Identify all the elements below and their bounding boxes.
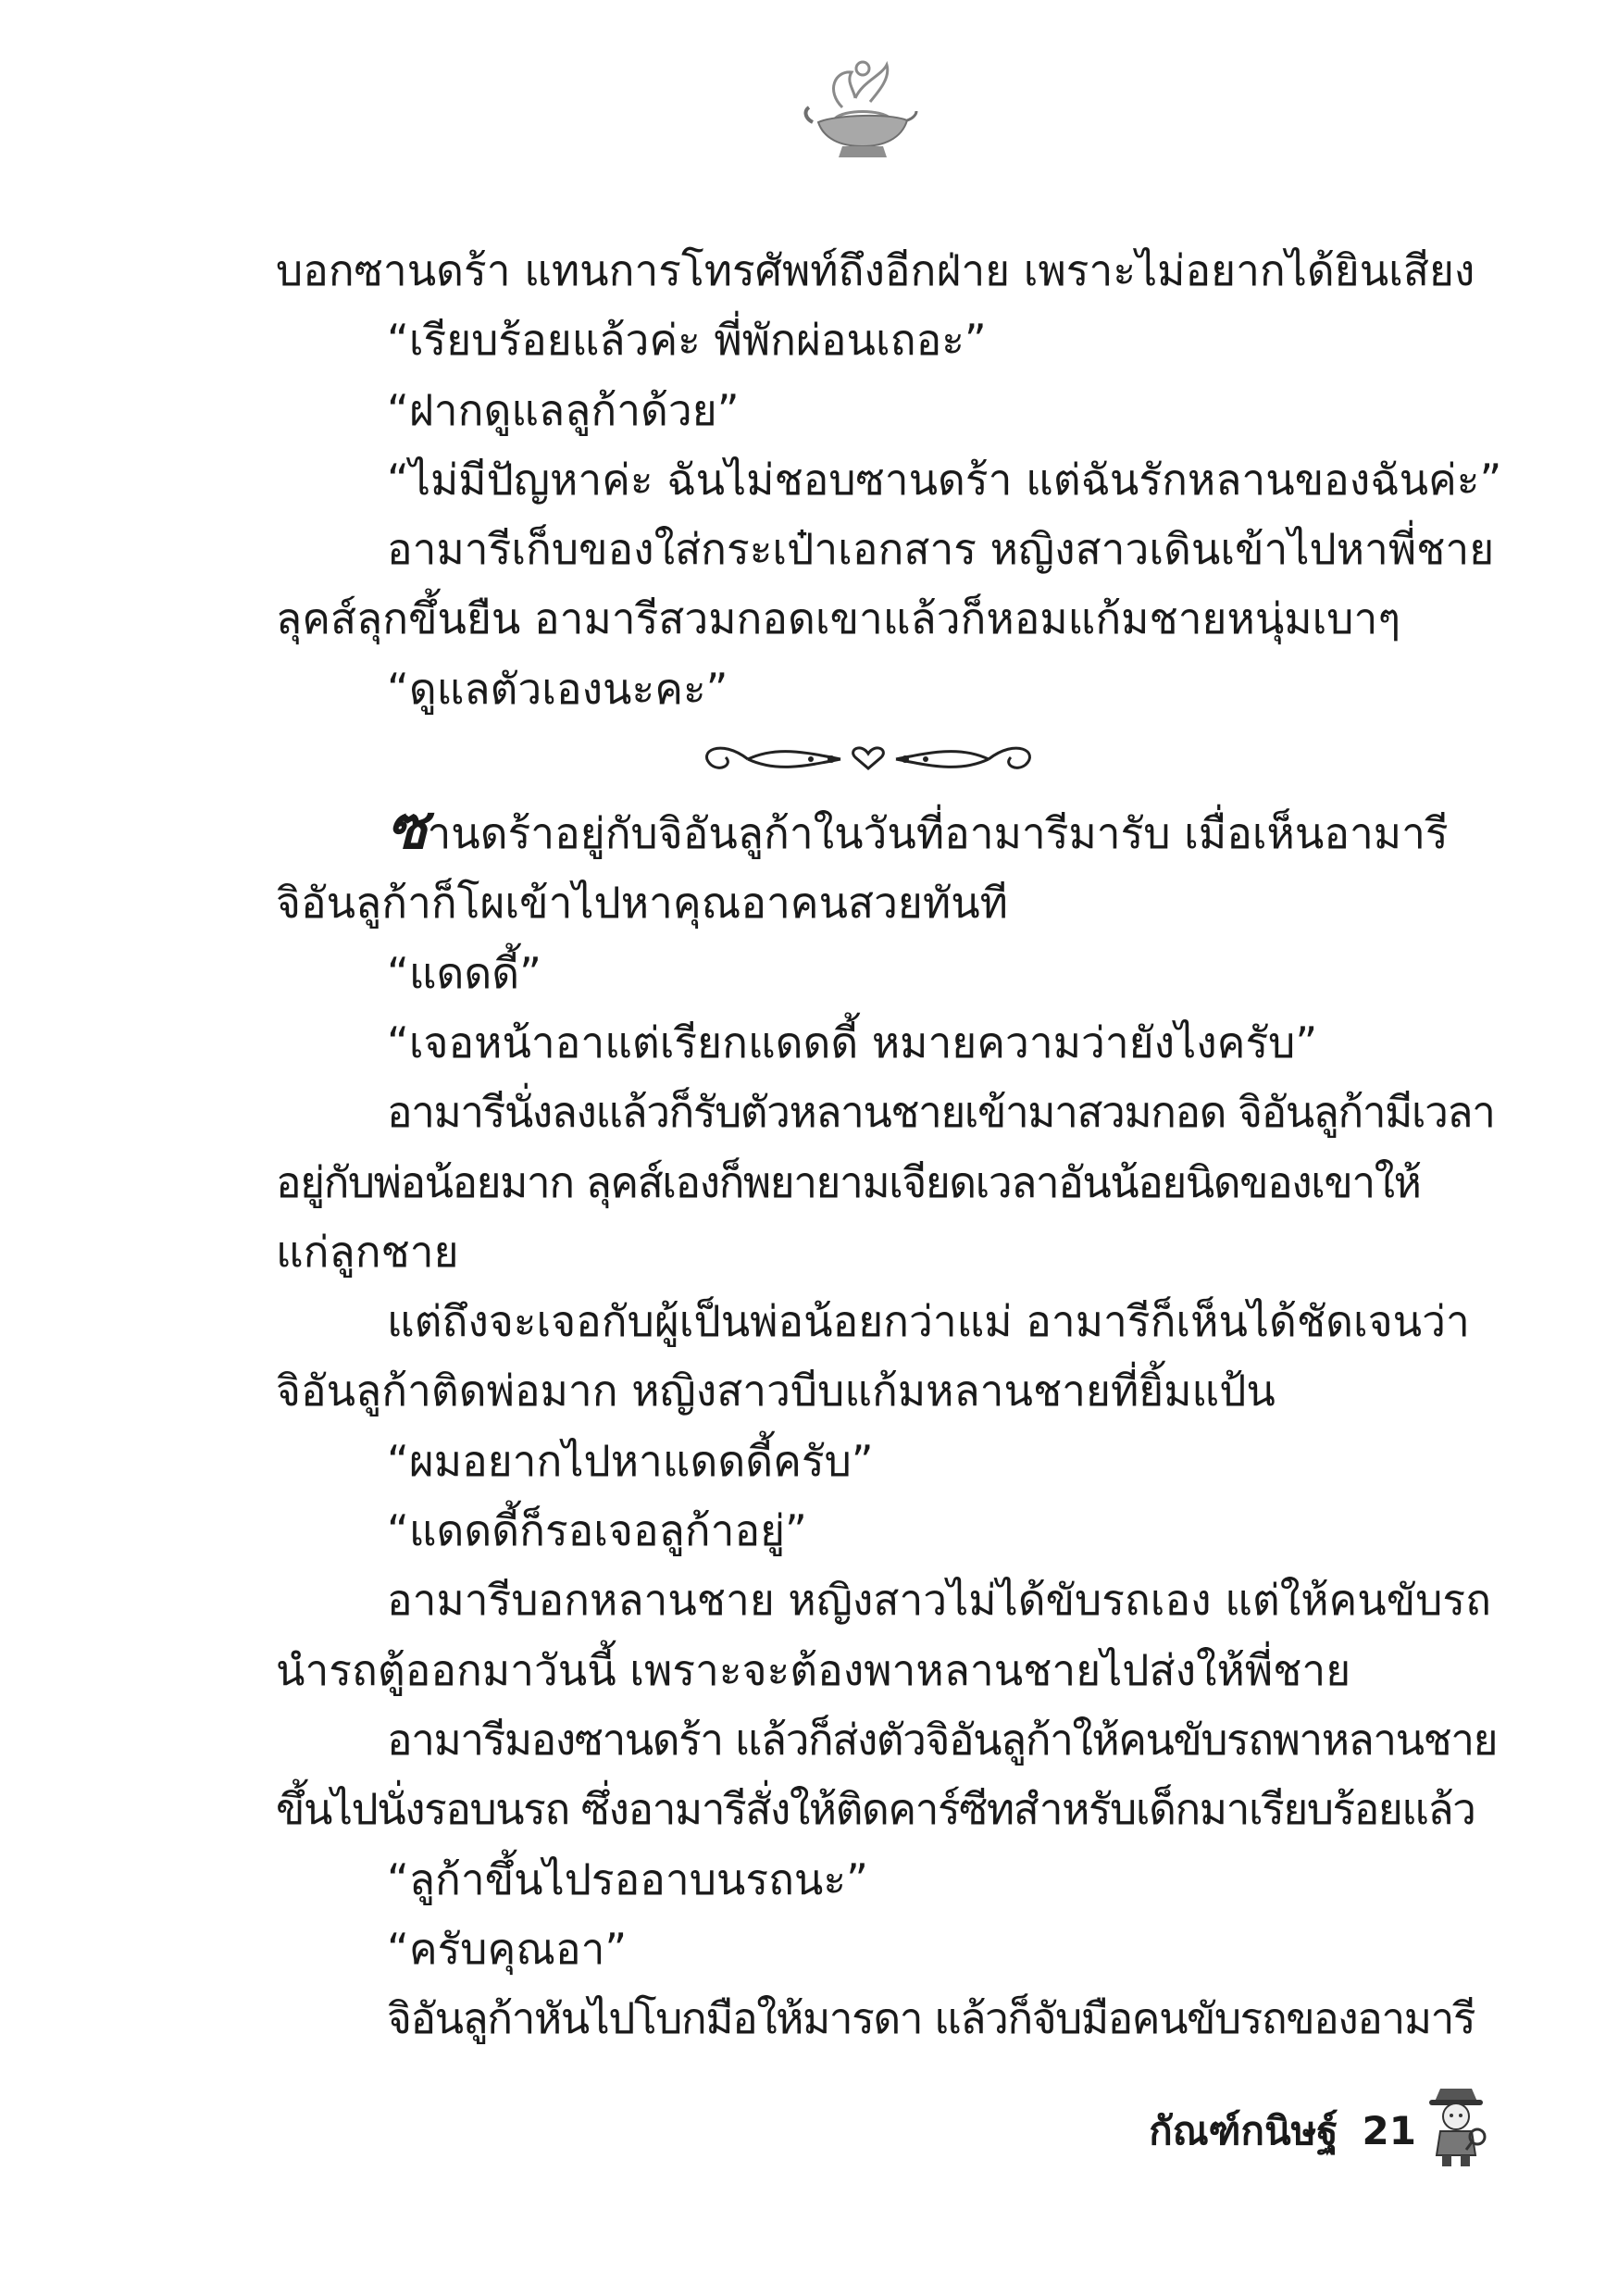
paragraph-line: แต่ถึงจะเจอกับผู้เป็นพ่อน้อยกว่าแม่ อามารีก็เห็นได้ชัดเจนว่า (387, 1296, 1470, 1347)
paragraph-line: “ลูก้าขึ้นไปรออาบนรถนะ” (387, 1853, 868, 1904)
paragraph-line: “ครับคุณอา” (387, 1923, 628, 1974)
paragraph-line: บอกซานดร้า แทนการโทรศัพท์ถึงอีกฝ่าย เพราะไม่อยากได้ยินเสียง (276, 245, 1475, 295)
paragraph-line: อามารีเก็บของใส่กระเป๋าเอกสาร หญิงสาวเดินเข้าไปหาพี่ชาย (387, 524, 1495, 575)
paragraph-line: จิอันลูก้าหันไปโบกมือให้มารดา แล้วก็จับมือคนขับรถของอามารี (387, 1993, 1475, 2044)
paragraph-line: “ฝากดูแลลูก้าด้วย” (387, 384, 740, 435)
genie-lamp-icon (798, 54, 918, 165)
paragraph-line: แก่ลูกชาย (276, 1226, 459, 1277)
paragraph-line: ลุคส์ลุกขึ้นยืน อามารีสวมกอดเขาแล้วก็หอมแก้มชายหนุ่มเบาๆ (276, 593, 1401, 644)
section-divider (276, 724, 1461, 793)
paragraph-line: “เจอหน้าอาแต่เรียกแดดดี้ หมายความว่ายังไงครับ” (387, 1017, 1318, 1067)
paragraph-line: “เรียบร้อยแล้วค่ะ พี่พักผ่อนเถอะ” (387, 315, 987, 366)
page-number: 21 (1362, 2108, 1416, 2153)
paragraph-line: จิอันลูก้าติดพ่อมาก หญิงสาวบีบแก้มหลานชายที่ยิ้มแป้น (276, 1366, 1276, 1416)
paragraph-text: านดร้าอยู่กับจิอันลูก้าในวันที่อามารีมารับ เมื่อเห็นอามารี (427, 808, 1449, 859)
paragraph-line: อามารีนั่งลงแล้วก็รับตัวหลานชายเข้ามาสวมกอด จิอันลูก้ามีเวลา (387, 1087, 1495, 1138)
paragraph-line (276, 793, 1461, 868)
paragraph-line: นำรถตู้ออกมาวันนี้ เพราะจะต้องพาหลานชายไปส่งให้พี่ชาย (276, 1644, 1351, 1695)
paragraph-line: ขึ้นไปนั่งรอบนรถ ซึ่งอามารีสั่งให้ติดคาร์ซีทสำหรับเด็กมาเรียบร้อยแล้ว (276, 1784, 1475, 1835)
paragraph-line: อามารีบอกหลานชาย หญิงสาวไม่ได้ขับรถเอง แต่ให้คนขับรถ (387, 1575, 1491, 1626)
drop-cap: ซ (387, 793, 428, 864)
page-footer (1074, 2094, 1416, 2168)
paragraph-line: “แดดดี้ก็รอเจอลูก้าอยู่” (387, 1505, 807, 1556)
paragraph-line: “ไม่มีปัญหาค่ะ ฉันไม่ชอบซานดร้า แต่ฉันรักหลานของฉันค่ะ” (387, 454, 1502, 505)
paragraph-line: อามารีมองซานดร้า แล้วก็ส่งตัวจิอันลูก้าให้คนขับรถพาหลานชาย (387, 1714, 1498, 1765)
paragraph-line: “ผมอยากไปหาแดดดี้ครับ” (387, 1435, 874, 1486)
paragraph-line: อยู่กับพ่อน้อยมาก ลุคส์เองก็พยายามเจียดเวลาอันน้อยนิดของเขาให้ (276, 1156, 1421, 1207)
paragraph-line: จิอันลูก้าก็โผเข้าไปหาคุณอาคนสวยทันที (276, 878, 1008, 929)
paragraph-line: “ดูแลตัวเองนะคะ” (387, 663, 728, 714)
author-name: กัณฑ์กนิษฐ์ (1149, 2108, 1338, 2153)
body-text (276, 236, 1502, 2053)
detective-mascot-icon (1424, 2081, 1488, 2169)
ornament-divider-icon (692, 733, 1044, 784)
paragraph-line: “แดดดี้” (387, 947, 541, 998)
